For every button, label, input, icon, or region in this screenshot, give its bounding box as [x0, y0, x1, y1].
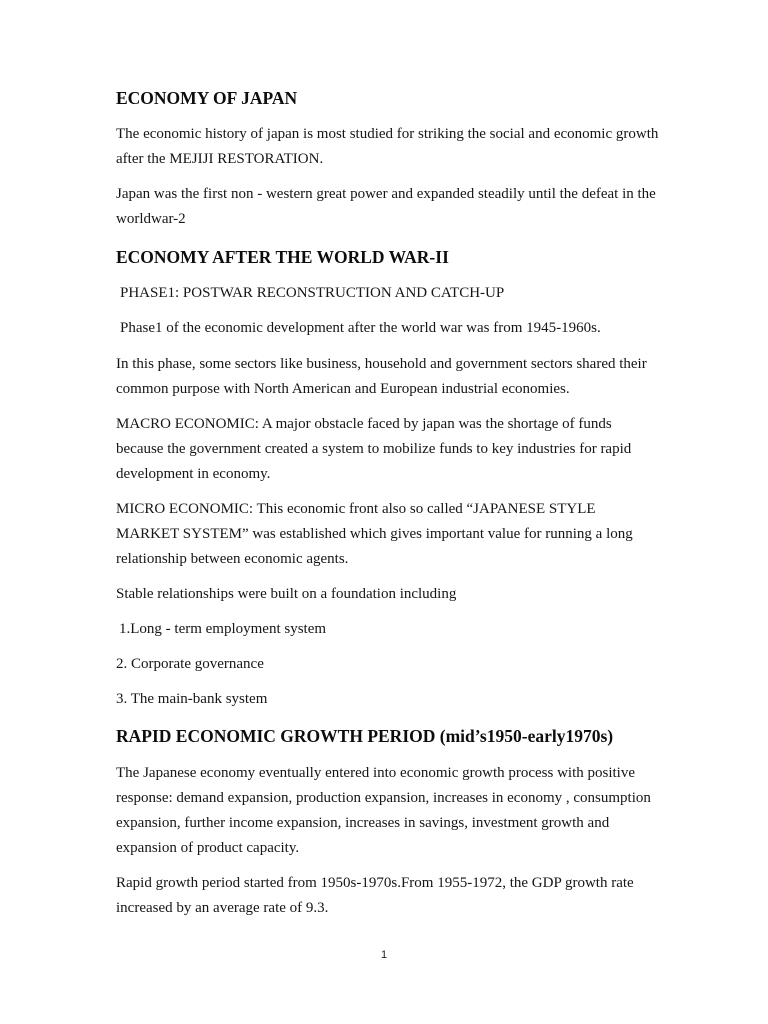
section-heading-postwar: ECONOMY AFTER THE WORLD WAR-II — [116, 247, 449, 267]
section1-paragraph-1: Phase1 of the economic development after the world war was from 1945-1960s. — [120, 320, 601, 336]
section1-paragraph-2: In this phase, some sectors like business, household and government sectors shared their common purpose with North American and European industrial economies. — [116, 356, 647, 397]
section2-paragraph-2: Rapid growth period started from 1950s-1970s.From 1955-1972, the GDP growth rate increased by an average rate of 9.3. — [116, 875, 634, 916]
list-item: 3. The main-bank system — [116, 691, 268, 707]
micro-economic-paragraph: MICRO ECONOMIC: This economic front also so called “JAPANESE STYLE MARKET SYSTEM” was established which gives important value for running a long relationship between economic agents. — [116, 501, 633, 567]
section-heading-rapid-growth: RAPID ECONOMIC GROWTH PERIOD (mid’s1950-early1970s) — [116, 726, 614, 746]
phase-title: PHASE1: POSTWAR RECONSTRUCTION AND CATCH-UP — [120, 285, 505, 301]
page-title: ECONOMY OF JAPAN — [116, 88, 298, 108]
page-number: 1 — [380, 949, 388, 961]
intro-paragraph-1: The economic history of japan is most studied for striking the social and economic growth after the MEJIJI RESTORATION. — [116, 126, 659, 167]
section1-paragraph-5: Stable relationships were built on a foundation including — [116, 586, 457, 602]
intro-paragraph-2: Japan was the first non - western great power and expanded steadily until the defeat in the worldwar-2 — [116, 186, 656, 227]
macro-economic-paragraph: MACRO ECONOMIC: A major obstacle faced by japan was the shortage of funds because the government created a system to mobilize funds to key industries for rapid development in economy. — [116, 416, 632, 482]
list-item: 2. Corporate governance — [116, 656, 264, 672]
section2-paragraph-1: The Japanese economy eventually entered into economic growth process with positive response: demand expansion, production expansion, increases in economy , consumption expansion, further income expansion, increases in savings, investment growth and expansion of product capacity. — [116, 765, 651, 856]
list-item: 1.Long - term employment system — [119, 621, 327, 637]
